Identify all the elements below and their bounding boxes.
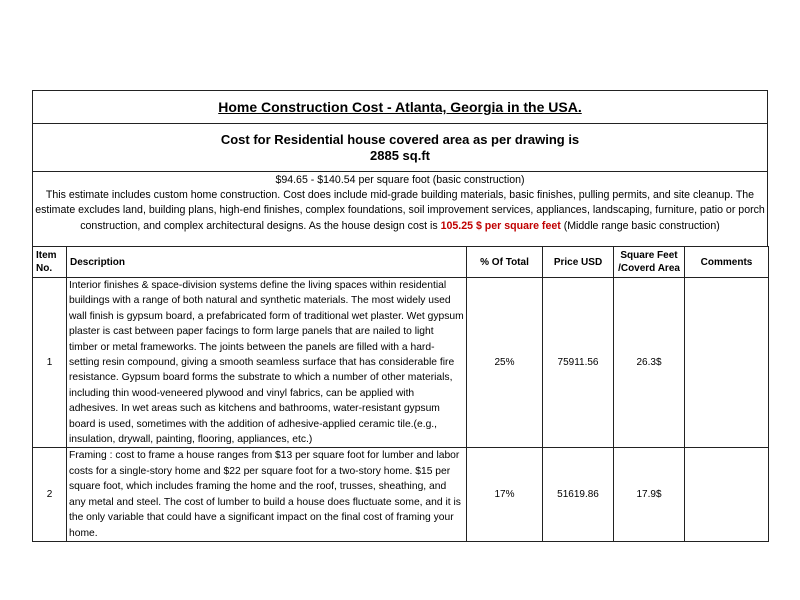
covered-area-value: 2885 sq.ft — [370, 147, 430, 163]
cell-description: Interior finishes & space-division systems define the living spaces within residential buildings with a range of both natural and synthetic materials. The most widely used wall finish is gypsum board, a prefabricated form of traditional wet plaster. Wet gypsum plaster is cast between paper facings to form large panels that are nailed to light timber or metal frameworks. The joints between the panels are filled with a hard-setting resin compound, giving a smooth seamless surface that has considerable fire resistance. Gypsum board forms the substrate to which a number of other materials, including thin wood-veneered plywood and vinyl fabrics, can be applied with adhesives. In wet areas such as kitchens and bathrooms, water-resistant gypsum board is used, sometimes with the addition of adhesive-applied ceramic tile.(e.g., insulation, drywall, painting, flooring, appliances, etc.) — [67, 278, 467, 448]
title-row — [32, 90, 768, 123]
cost-sheet — [32, 90, 768, 542]
col-header-price: Price USD — [543, 247, 614, 278]
covered-area-label: Cost for Residential house covered area as per drawing is — [220, 131, 580, 147]
col-header-description: Description — [67, 247, 467, 278]
col-header-percent: % Of Total — [467, 247, 543, 278]
cell-comments — [685, 448, 769, 541]
page-title: Home Construction Cost - Atlanta, Georgia in the USA. — [218, 99, 582, 115]
col-header-comments: Comments — [685, 247, 769, 278]
estimate-note-text: $94.65 - $140.54 per square foot (basic construction) This estimate includes custom home construction. Cost does include mid-grade building materials, basic finishes, pulling permits, and site cleanup. The estimate excludes land, building plans, high-end finishes, complex foundations, soil improvement services, appliances, landscaping, furniture, patio or porch construction, and complex architectural designs. As the house design cost is — [35, 174, 765, 232]
table-header-row — [33, 247, 769, 278]
cell-item: 1 — [33, 278, 67, 448]
cell-item: 2 — [33, 448, 67, 541]
cell-sqft: 26.3$ — [614, 278, 685, 448]
estimate-note-tail: (Middle range basic construction) — [560, 219, 720, 232]
cell-percent: 25% — [467, 278, 543, 448]
table-row — [33, 448, 769, 541]
cell-sqft: 17.9$ — [614, 448, 685, 541]
estimate-note — [32, 171, 768, 246]
cell-percent: 17% — [467, 448, 543, 541]
table-row — [33, 278, 769, 448]
cell-price: 75911.56 — [543, 278, 614, 448]
cost-per-sqft-highlight: 105.25 $ per square feet — [440, 219, 561, 232]
cell-description: Framing : cost to frame a house ranges from $13 per square foot for lumber and labor costs for a single-story home and $22 per square foot for a two-story home. $15 per square foot, which includes framing the home and the roof, trusses, sheathing, and any metal and steel. The cost of lumber to build a house does fluctuate some, and it is the only variable that could have a significant impact on the final cost of framing your home. — [67, 448, 467, 541]
cell-price: 51619.86 — [543, 448, 614, 541]
col-header-item: Item No. — [33, 247, 67, 278]
covered-area-row — [32, 123, 768, 171]
cell-comments — [685, 278, 769, 448]
col-header-sqft: Square Feet /Coverd Area — [614, 247, 685, 278]
cost-table — [32, 246, 769, 542]
